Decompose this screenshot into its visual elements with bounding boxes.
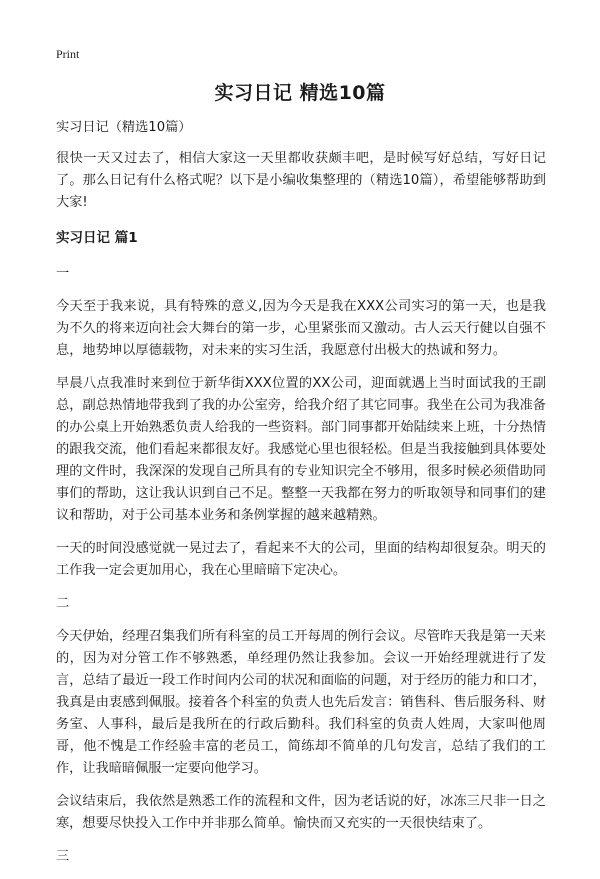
entry-paragraph: 一天的时间没感觉就一晃过去了，看起来不大的公司，里面的结构却很复杂。明天的工作我一定会更加用心，我在心里暗暗下定决心。	[56, 541, 546, 578]
page-title: 实习日记 精选10篇	[214, 82, 386, 104]
entry-marker: 二	[56, 596, 70, 611]
entry-marker: 三	[56, 849, 70, 864]
entry-marker: 一	[56, 266, 70, 281]
article-body	[56, 117, 546, 879]
entry-paragraph: 早晨八点我准时来到位于新华街XXX位置的XX公司，迎面就遇上当时面试我的王副总，副总热情地带我到了我的办公室旁，给我介绍了其它同事。我坐在公司为我准备的办公桌上开始熟悉负责人给我的一些资料。部门同事都开始陆续来上班，十分热情的跟我交流，他们看起来都很友好。我感觉心里也很轻松。但是当我接触到具体要处理的文件时，我深深的发现自己所具有的专业知识完全不够用，很多时候必须借助同事们的帮助，这让我认识到自己不足。整整一天我都在努力的听取领导和同事们的建议和帮助，对于公司基本业务和条例掌握的越来越精熟。	[56, 376, 546, 523]
section-heading: 实习日记 篇1	[56, 230, 138, 246]
entry-paragraph: 会议结束后，我依然是熟悉工作的流程和文件，因为老话说的好，冰冻三尺非一日之寒，想要尽快投入工作中并非那么简单。愉快而又充实的一天很快结束了。	[56, 794, 546, 831]
entry-paragraph: 今天伊始，经理召集我们所有科室的员工开每周的例行会议。尽管昨天我是第一天来的，因为对分管工作不够熟悉，单经理仍然让我参加。会议一开始经理就进行了发言，总结了最近一段工作时间内公司的状况和面临的问题，对于经历的能力和口才，我真是由衷感到佩服。接着各个科室的负责人也先后发言：销售科、售后服务科、财务室、人事科，最后是我所在的行政后勤科。我们科室的负责人姓周，大家叫他周哥，他不愧是工作经验丰富的老员工，简练却不简单的几句发言，总结了我们的工作，让我暗暗佩服一定要向他学习。	[56, 629, 546, 776]
entry-paragraph: 今天至于我来说，具有特殊的意义,因为今天是我在XXX公司实习的第一天，也是我为不久的将来迈向社会大舞台的第一步，心里紧张而又激动。古人云天行健以自强不息，地势坤以厚德载物，对未来的实习生活，我愿意付出极大的热诚和努力。	[56, 299, 546, 358]
article-intro: 很快一天又过去了，相信大家这一天里都收获颇丰吧，是时候写好总结，写好日记了。那么日记有什么格式呢？以下是小编收集整理的（精选10篇），希望能够帮助到大家!	[56, 151, 546, 210]
article-subtitle: 实习日记（精选10篇）	[56, 120, 192, 135]
print-link[interactable]: Print	[56, 47, 80, 61]
